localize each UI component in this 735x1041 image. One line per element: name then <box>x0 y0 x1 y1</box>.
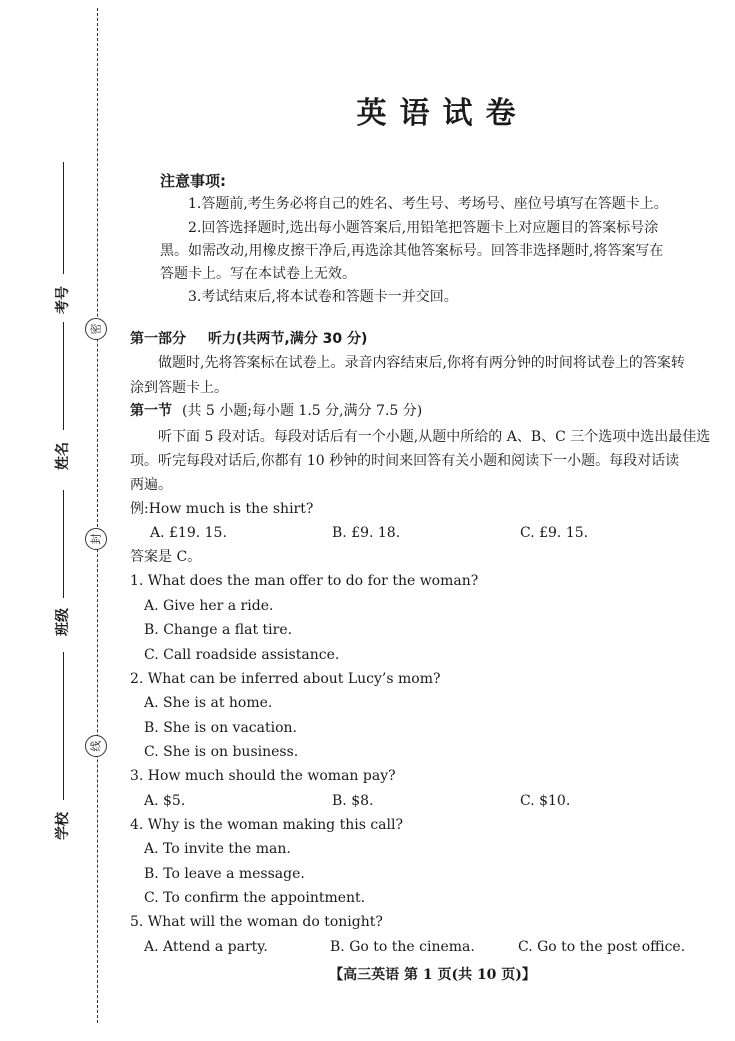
part1-heading-label: 第一部分 <box>130 331 186 347</box>
section1-instruction-line: 两遍。 <box>130 477 172 493</box>
school-label: 学校 <box>55 812 71 840</box>
name-line[interactable] <box>63 322 64 430</box>
example-option-b: B. £9. 18. <box>332 525 401 541</box>
notice-line: 黑。如需改动,用橡皮擦干净后,再选涂其他答案标号。回答非选择题时,将答案写在 <box>160 243 664 259</box>
notice-heading: 注意事项: <box>160 172 226 190</box>
class-line[interactable] <box>63 490 64 598</box>
question-4-option-c[interactable]: C. To confirm the appointment. <box>144 890 366 906</box>
seal-xian: 线 <box>85 735 107 757</box>
question-3-option-b[interactable]: B. $8. <box>332 793 374 809</box>
notice-line: 1.答题前,考生务必将自己的姓名、考生号、考场号、座位号填写在答题卡上。 <box>188 196 668 212</box>
section1-heading-text: (共 5 小题;每小题 1.5 分,满分 7.5 分) <box>182 403 423 419</box>
notice-line: 2.回答选择题时,选出每小题答案后,用铅笔把答题卡上对应题目的答案标号涂 <box>188 220 659 236</box>
notice-line: 答题卡上。写在本试卷上无效。 <box>160 266 356 282</box>
question-4: 4. Why is the woman making this call? <box>130 817 403 833</box>
question-2-option-b[interactable]: B. She is on vacation. <box>144 720 297 736</box>
question-4-option-a[interactable]: A. To invite the man. <box>144 841 291 857</box>
page-title: 英语试卷 <box>356 96 529 131</box>
part1-intro-line: 做题时,先将答案标在试卷上。录音内容结束后,你将有两分钟的时间将试卷上的答案转 <box>158 355 685 371</box>
section1-heading-label: 第一节 <box>130 403 172 419</box>
section1-instruction-line: 听下面 5 段对话。每段对话后有一个小题,从题中所给的 A、B、C 三个选项中选出最佳选 <box>158 429 711 445</box>
question-1: 1. What does the man offer to do for the woman? <box>130 573 479 589</box>
seal-mi: 密 <box>85 318 107 340</box>
question-3-option-a[interactable]: A. $5. <box>144 793 186 809</box>
example-option-c: C. £9. 15. <box>520 525 589 541</box>
school-line[interactable] <box>63 652 64 800</box>
exam-number-line[interactable] <box>63 162 64 274</box>
name-label: 姓名 <box>55 442 71 470</box>
part1-intro-line: 涂到答题卡上。 <box>130 380 228 396</box>
question-4-option-b[interactable]: B. To leave a message. <box>144 866 305 882</box>
question-2-option-a[interactable]: A. She is at home. <box>144 695 273 711</box>
example-question: 例:How much is the shirt? <box>130 501 314 517</box>
example-answer: 答案是 C。 <box>130 549 202 565</box>
question-5-option-a[interactable]: A. Attend a party. <box>144 939 268 955</box>
page-footer: 【高三英语 第 1 页(共 10 页)】 <box>329 967 536 983</box>
question-5-option-b[interactable]: B. Go to the cinema. <box>330 939 475 955</box>
notice-line: 3.考试结束后,将本试卷和答题卡一并交回。 <box>188 289 458 305</box>
question-1-option-c[interactable]: C. Call roadside assistance. <box>144 647 340 663</box>
seal-feng: 封 <box>85 528 107 550</box>
question-2-option-c[interactable]: C. She is on business. <box>144 744 299 760</box>
question-3-option-c[interactable]: C. $10. <box>520 793 571 809</box>
question-1-option-b[interactable]: B. Change a flat tire. <box>144 622 293 638</box>
exam-number-label: 考号 <box>55 286 71 314</box>
section1-instruction-line: 项。听完每段对话后,你都有 10 秒钟的时间来回答有关小题和阅读下一小题。每段对话读 <box>130 453 680 469</box>
question-1-option-a[interactable]: A. Give her a ride. <box>144 598 274 614</box>
question-3: 3. How much should the woman pay? <box>130 768 396 784</box>
question-5: 5. What will the woman do tonight? <box>130 914 383 930</box>
part1-heading-text: 听力(共两节,满分 30 分) <box>208 331 368 347</box>
example-option-a: A. £19. 15. <box>150 525 227 541</box>
question-5-option-c[interactable]: C. Go to the post office. <box>518 939 686 955</box>
binding-dashed-line <box>97 8 98 1023</box>
class-label: 班级 <box>55 608 71 636</box>
question-2: 2. What can be inferred about Lucy’s mom? <box>130 671 441 687</box>
